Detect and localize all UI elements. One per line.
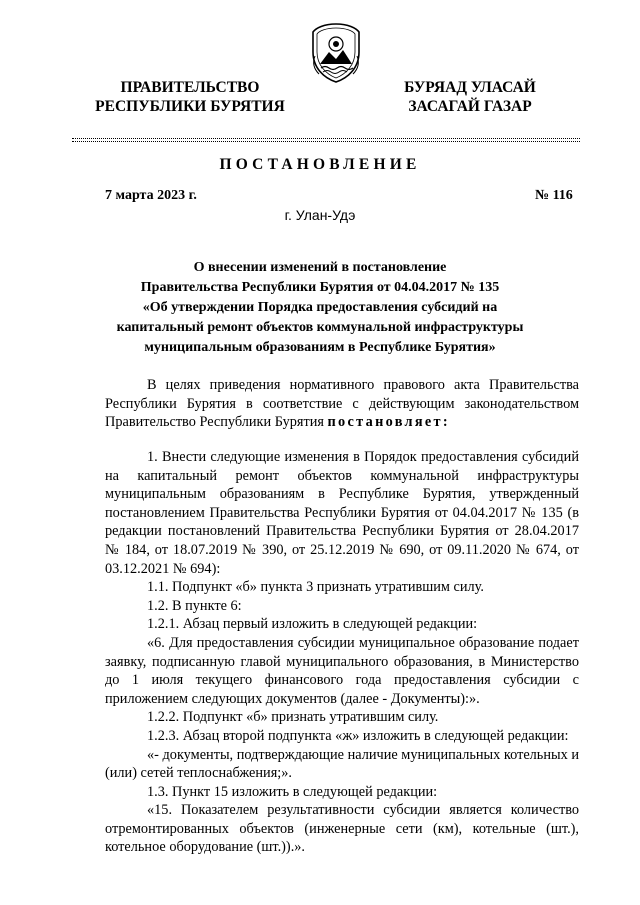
- body-paragraph: 1. Внести следующие изменения в Порядок предоставления субсидий на капитальный ремонт объектов коммунальной инфраструктуры муниципальным образованиям в Республике Бурятия, утвержденный постановлением Правительства Республики Бурятия от 04.04.2017 № 135 (в редакции постановлений Правительства Республики Бурятия от 28.04.2017 № 184, от 18.07.2019 № 390, от 25.12.2019 № 690, от 09.11.2020 № 674, от 03.12.2021 № 694):: [105, 449, 579, 577]
- preamble-text: В целях приведения нормативного правового акта Правительства Республики Бурятия в соответствие с действующим законодательством Правительство Республики Бурятия: [105, 377, 579, 431]
- body-paragraph: «6. Для предоставления субсидии муниципальное образование подает заявку, подписанную главой муниципального образования, в Министерство до 1 июля текущего финансового года предоставления субсидии с приложением следующих документов (далее - Документы):».: [105, 634, 579, 707]
- preamble-paragraph: [105, 376, 579, 432]
- body-paragraph: «15. Показателем результативности субсидии является количество отремонтированных объектов (инженерные сети (км), котельные (шт.), котельное оборудование (шт.)).».: [105, 802, 579, 856]
- subject-line: Правительства Республики Бурятия от 04.04.2017 № 135: [140, 280, 500, 295]
- coat-of-arms-icon: [307, 22, 365, 84]
- government-name-bua: [385, 78, 555, 116]
- header-divider: [72, 138, 580, 139]
- resolution-keyword: постановляет:: [327, 414, 450, 431]
- body-paragraph: 1.2. В пункте 6:: [147, 597, 242, 614]
- subject-line: «Об утверждении Порядка предоставления субсидий на: [142, 300, 498, 315]
- header-left-line-1: ПРАВИТЕЛЬСТВО: [120, 79, 260, 96]
- document-subject: [110, 258, 530, 358]
- document-number: № 116: [535, 188, 573, 203]
- body-paragraph: 1.1. Подпункт «б» пункта 3 признать утратившим силу.: [147, 579, 484, 596]
- body-paragraph: «- документы, подтверждающие наличие муниципальных котельных и (или) сетей теплоснабжения;».: [105, 746, 579, 782]
- body-paragraph: 1.3. Пункт 15 изложить в следующей редакции:: [147, 783, 438, 800]
- body-paragraph: 1.2.1. Абзац первый изложить в следующей редакции:: [147, 616, 478, 633]
- header-right-line-2: ЗАСАГАЙ ГАЗАР: [408, 98, 532, 115]
- subject-line: муниципальным образованиям в Республике Бурятия»: [144, 340, 496, 355]
- document-date: 7 марта 2023 г.: [105, 188, 197, 203]
- document-type-title: ПОСТАНОВЛЕНИЕ: [219, 156, 421, 173]
- document-city: г. Улан-Удэ: [284, 207, 356, 223]
- document-body: [105, 448, 579, 857]
- header-left-line-2: РЕСПУБЛИКИ БУРЯТИЯ: [95, 98, 285, 115]
- body-paragraph: 1.2.2. Подпункт «б» признать утратившим силу.: [147, 709, 439, 726]
- subject-line: капитальный ремонт объектов коммунальной инфраструктуры: [116, 320, 524, 335]
- body-paragraph: 1.2.3. Абзац второй подпункта «ж» изложить в следующей редакции:: [147, 727, 569, 744]
- subject-line: О внесении изменений в постановление: [193, 260, 447, 275]
- government-name-ru: [85, 78, 295, 116]
- header-divider-second: [72, 141, 580, 142]
- header-right-line-1: БУРЯАД УЛАСАЙ: [404, 79, 536, 96]
- preamble: [105, 376, 579, 432]
